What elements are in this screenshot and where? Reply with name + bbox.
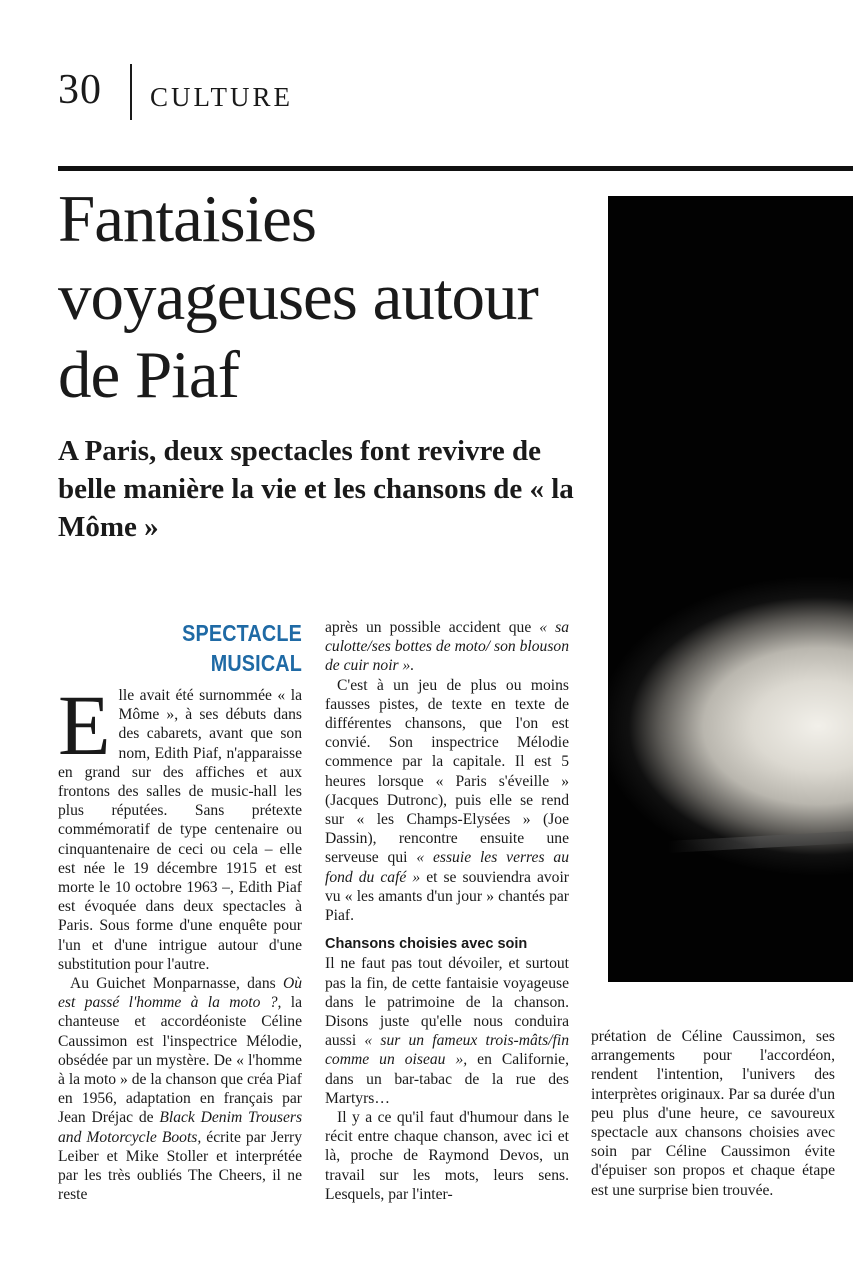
article-photo [608,196,853,982]
paragraph: Il y a ce qu'il faut d'humour dans le récit entre chaque chanson, avec ici et là, proche de Raymond Devos, un travail sur les mots, leurs sens. Lesquels, par l'inter- [325,1109,569,1203]
paragraph: Il ne faut pas tout dévoiler, et surtout pas la fin, de cette fantaisie voyageuse dans le patrimoine de la chanson. Disons juste qu'elle nous conduira aussi « sur un fameux trois-mâts/fin comme un oiseau », en Californie, dans un bar-tabac de la rue des Martyrs… [325,955,570,1107]
paragraph: après un possible accident que « sa culotte/ses bottes de moto/ son blouson de cuir noir ». [325,619,570,675]
paragraph: Elle avait été surnommée « la Môme », à ses débuts dans des cabarets, avant que son nom, Edith Piaf, n'apparaisse en grand sur des affiches et aux frontons des salles de music-hall les plus réputées. Sans prétexte commémoratif de type centenaire ou cinquantenaire de ceci ou cela – elle est née le 19 décembre 1915 et est morte le 10 octobre 1963 –, Edith Piaf est évoquée dans deux spectacles à Paris. Sous forme d'une enquête pour l'un et d'une intrigue autour d'une substitution pour l'autre. [58,677,302,973]
paragraph: Au Guichet Monparnasse, dans Où est passé l'homme à la moto ?, la chanteuse et accordéoniste Céline Caussimon est l'inspectrice Mélodie, obsédée par un mystère. De « l'homme à la moto » de la chanson que créa Piaf en 1956, adaptation en français par Jean Dréjac de Black Denim Trousers and Motorcycle Boots, écrite par Jerry Leiber et Mike Stoller et interprétée par les très oubliés The Cheers, il ne reste [58,975,303,1204]
standfirst: A Paris, deux spectacles font revivre de belle manière la vie et les chansons de « la Môme » [58,435,574,543]
paragraph: C'est à un jeu de plus ou moins fausses pistes, de texte en texte de différentes chansons, que l'on est convié. Son inspectrice Mélodie commence par la capitale. Il est 5 heures lorsque « Paris s'éveille » (Jacques Dutronc), puis elle se rend sur « les Champs-Elysées » (Joe Dassin), rencontre ensuite une serveuse qui « essuie les verres au fond du café » et se souviendra avoir vu « les amants d'un jour » chantés par Piaf. [325,676,569,925]
headline: Fantaisies voyageuses autour de Piaf [58,182,538,412]
paragraph: prétation de Céline Caussimon, ses arrangements pour l'accordéon, rendent l'intention, l'univers des interprètes originaux. Par sa durée d'un peu plus d'une heure, ce savoureux spectacle aux chansons choisies avec soin par Céline Caussimon évite d'épuiser son propos et chaque étape est une surprise bien trouvée. [591,1028,835,1199]
drop-cap: E [58,677,111,773]
page-number: 30 [58,67,102,113]
article-column-2 [325,618,569,1204]
section-name: CULTURE [150,82,294,112]
folio-divider [130,64,132,120]
header-rule [58,166,853,171]
photo-light-streak [668,831,853,853]
article-column-3 [591,1027,835,1200]
kicker: SPECTACLE MUSICAL [182,620,302,676]
subheading: Chansons choisies avec soin [325,936,528,953]
article-column-1 [58,618,302,1204]
